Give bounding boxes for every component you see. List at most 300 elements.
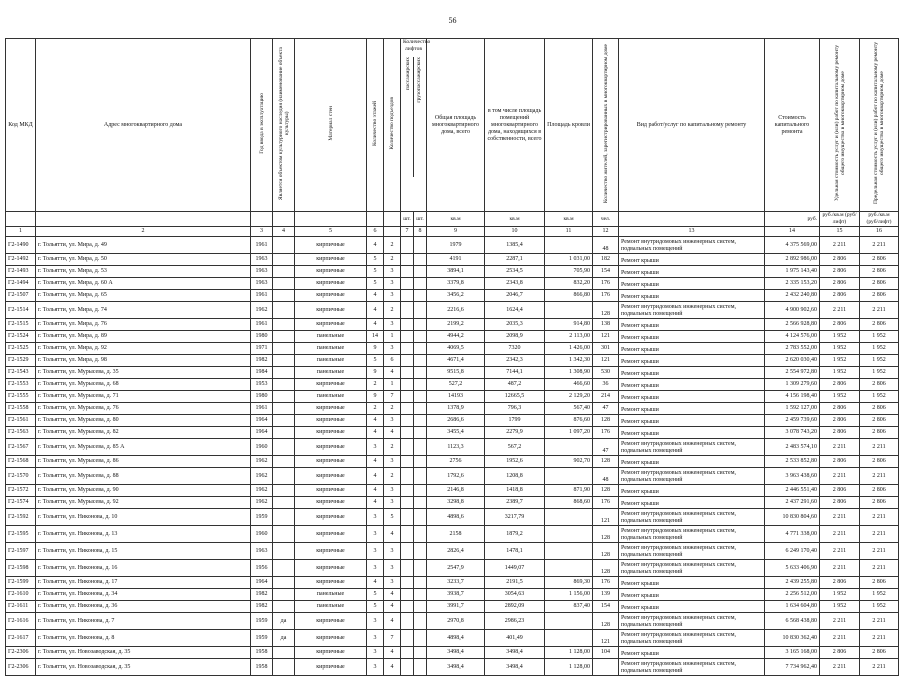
cell-cost: 2 459 739,60 <box>765 415 820 427</box>
cell-lp <box>401 391 414 403</box>
cell-area-own: 1449,07 <box>485 560 545 577</box>
column-index: 15 <box>820 227 860 237</box>
cell-code: Г2-1555 <box>6 391 36 403</box>
cell-lp <box>401 237 414 254</box>
cell-heritage <box>273 659 295 676</box>
cell-code: Г2-1570 <box>6 468 36 485</box>
hdr-area-own: в том числе площадь помещений многоквартирного дома, находящихся в собственности, всего <box>485 39 545 212</box>
cell-area-own: 2279,9 <box>485 427 545 439</box>
cell-lp <box>401 601 414 613</box>
cell-address: г. Тольятти, ул. Новозаводская, д. 35 <box>36 659 251 676</box>
cell-lc <box>414 237 427 254</box>
unit-unit-cost: руб./кв.м (руб/лифт) <box>820 212 860 227</box>
cell-material: кирпичные <box>295 630 367 647</box>
cell-max: 2 211 <box>860 560 899 577</box>
cell-work: Ремонт крыши <box>619 278 765 290</box>
cell-max: 1 952 <box>860 367 899 379</box>
table-row <box>6 290 899 302</box>
cell-lp <box>401 577 414 589</box>
cell-cost: 4 124 576,00 <box>765 331 820 343</box>
cell-lp <box>401 343 414 355</box>
hdr-lifts-label: Количество лифтов <box>403 39 431 52</box>
table-row <box>6 497 899 509</box>
cell-year: 1962 <box>251 302 273 319</box>
cell-lc <box>414 254 427 266</box>
cell-heritage: да <box>273 630 295 647</box>
cell-max: 2 806 <box>860 266 899 278</box>
cell-lc <box>414 331 427 343</box>
cell-lc <box>414 589 427 601</box>
cell-year: 1953 <box>251 379 273 391</box>
cell-residents: 47 <box>593 439 619 456</box>
cell-residents: 176 <box>593 427 619 439</box>
cell-floors: 5 <box>367 266 384 278</box>
cell-lp <box>401 290 414 302</box>
cell-floors: 4 <box>367 302 384 319</box>
cell-work: Ремонт крыши <box>619 403 765 415</box>
cell-unit: 2 211 <box>820 630 860 647</box>
cell-material: кирпичные <box>295 659 367 676</box>
cell-year: 1980 <box>251 331 273 343</box>
cell-max: 2 806 <box>860 415 899 427</box>
hdr-code: Код МКД <box>6 39 36 212</box>
cell-residents: 121 <box>593 331 619 343</box>
cell-area-own: 2342,3 <box>485 355 545 367</box>
cell-area-total: 3498,4 <box>427 659 485 676</box>
cell-heritage <box>273 601 295 613</box>
cell-max: 2 211 <box>860 543 899 560</box>
cell-address: г. Тольятти, ул. Мурысева, д. 85 А <box>36 439 251 456</box>
cell-cost: 1 634 604,80 <box>765 601 820 613</box>
cell-floors: 4 <box>367 468 384 485</box>
cell-address: г. Тольятти, ул. Никонова, д. 17 <box>36 577 251 589</box>
cell-code: Г2-1490 <box>6 237 36 254</box>
cell-material: кирпичные <box>295 456 367 468</box>
cell-heritage <box>273 290 295 302</box>
hdr-roof-area: Площадь кровли <box>545 39 593 212</box>
cell-code: Г2-1572 <box>6 485 36 497</box>
cell-unit: 2 806 <box>820 427 860 439</box>
cell-floors: 4 <box>367 497 384 509</box>
table-row <box>6 379 899 391</box>
cell-cost: 10 830 362,40 <box>765 630 820 647</box>
cell-material: кирпичные <box>295 439 367 456</box>
cell-entrances: 4 <box>384 659 401 676</box>
cell-material: кирпичные <box>295 379 367 391</box>
column-index: 2 <box>36 227 251 237</box>
cell-address: г. Тольятти, ул. Мурысева, д. 86 <box>36 456 251 468</box>
cell-cost: 3 165 168,00 <box>765 647 820 659</box>
cell-year: 1960 <box>251 526 273 543</box>
cell-material: кирпичные <box>295 415 367 427</box>
cell-area-total: 2547,9 <box>427 560 485 577</box>
cell-entrances: 7 <box>384 391 401 403</box>
cell-lp <box>401 659 414 676</box>
cell-entrances: 4 <box>384 367 401 379</box>
cell-cost: 2 783 552,00 <box>765 343 820 355</box>
cell-area-own: 2098,9 <box>485 331 545 343</box>
cell-area-total: 2970,8 <box>427 613 485 630</box>
cell-area-own: 1624,4 <box>485 302 545 319</box>
cell-code: Г2-1611 <box>6 601 36 613</box>
table-row <box>6 391 899 403</box>
cell-residents: 36 <box>593 379 619 391</box>
cell-work: Ремонт крыши <box>619 379 765 391</box>
cell-lc <box>414 659 427 676</box>
cell-area-total: 2216,6 <box>427 302 485 319</box>
cell-work: Ремонт крыши <box>619 427 765 439</box>
cell-address: г. Тольятти, ул. Мурысева, д. 92 <box>36 497 251 509</box>
cell-area-total: 2199,2 <box>427 319 485 331</box>
cell-lp <box>401 509 414 526</box>
cell-heritage <box>273 331 295 343</box>
cell-area-total: 2158 <box>427 526 485 543</box>
cell-residents: 154 <box>593 601 619 613</box>
cell-lc <box>414 456 427 468</box>
cell-entrances: 2 <box>384 403 401 415</box>
cell-entrances: 2 <box>384 237 401 254</box>
cell-lp <box>401 427 414 439</box>
unit-lifts-cargo: шт. <box>414 212 427 227</box>
cell-heritage <box>273 560 295 577</box>
cell-lp <box>401 560 414 577</box>
cell-material: панельные <box>295 391 367 403</box>
cell-cost: 2 620 030,40 <box>765 355 820 367</box>
cell-entrances: 3 <box>384 577 401 589</box>
cell-address: г. Тольятти, ул. Мира, д. 98 <box>36 355 251 367</box>
cell-residents: 139 <box>593 589 619 601</box>
cell-unit: 2 211 <box>820 509 860 526</box>
cell-unit: 1 952 <box>820 367 860 379</box>
cell-lc <box>414 379 427 391</box>
cell-heritage <box>273 427 295 439</box>
cell-heritage <box>273 237 295 254</box>
cell-lp <box>401 526 414 543</box>
hdr-work: Вид работ/услуг по капитальному ремонту <box>619 39 765 212</box>
cell-lc <box>414 319 427 331</box>
cell-code: Г2-1529 <box>6 355 36 367</box>
cell-area-own: 2191,5 <box>485 577 545 589</box>
cell-address: г. Тольятти, ул. Мира, д. 53 <box>36 266 251 278</box>
cell-max: 1 952 <box>860 601 899 613</box>
cell-entrances: 3 <box>384 266 401 278</box>
cell-year: 1982 <box>251 589 273 601</box>
cell-roof: 868,60 <box>545 497 593 509</box>
cell-floors: 5 <box>367 355 384 367</box>
cell-residents: 176 <box>593 577 619 589</box>
cell-max: 2 211 <box>860 613 899 630</box>
cell-heritage <box>273 497 295 509</box>
cell-residents: 128 <box>593 560 619 577</box>
cell-max: 2 211 <box>860 509 899 526</box>
cell-residents: 176 <box>593 278 619 290</box>
cell-roof: 1 156,00 <box>545 589 593 601</box>
cell-max: 2 806 <box>860 290 899 302</box>
cell-code: Г2-1524 <box>6 331 36 343</box>
cell-floors: 3 <box>367 630 384 647</box>
cell-area-own: 567,2 <box>485 439 545 456</box>
cell-heritage <box>273 319 295 331</box>
table-row <box>6 302 899 319</box>
hdr-lifts-cargo: грузопассажирских <box>416 57 423 103</box>
cell-lp <box>401 278 414 290</box>
cell-code: Г2-1561 <box>6 415 36 427</box>
cell-material: кирпичные <box>295 509 367 526</box>
cell-residents: 104 <box>593 647 619 659</box>
cell-unit: 2 806 <box>820 319 860 331</box>
cell-lp <box>401 456 414 468</box>
cell-address: г. Тольятти, ул. Мурысева, д. 76 <box>36 403 251 415</box>
cell-lc <box>414 509 427 526</box>
cell-lc <box>414 577 427 589</box>
cell-address: г. Тольятти, ул. Никонова, д. 13 <box>36 526 251 543</box>
table-row <box>6 509 899 526</box>
cell-code: Г2-1597 <box>6 543 36 560</box>
cell-unit: 2 806 <box>820 497 860 509</box>
table-row <box>6 319 899 331</box>
column-index: 8 <box>414 227 427 237</box>
table-row <box>6 367 899 379</box>
cell-material: кирпичные <box>295 403 367 415</box>
cell-roof: 902,70 <box>545 456 593 468</box>
cell-code: Г2-1574 <box>6 497 36 509</box>
cell-floors: 3 <box>367 647 384 659</box>
cell-address: г. Тольятти, ул. Никонова, д. 16 <box>36 560 251 577</box>
cell-address: г. Тольятти, ул. Мира, д. 50 <box>36 254 251 266</box>
cell-area-own: 1418,8 <box>485 485 545 497</box>
cell-cost: 1 309 279,60 <box>765 379 820 391</box>
cell-area-own: 7144,1 <box>485 367 545 379</box>
hdr-cost: Стоимость капитального ремонта <box>765 39 820 212</box>
cell-address: г. Тольятти, ул. Мира, д. 49 <box>36 237 251 254</box>
cell-floors: 5 <box>367 601 384 613</box>
column-index: 7 <box>401 227 414 237</box>
cell-year: 1963 <box>251 266 273 278</box>
cell-entrances: 3 <box>384 485 401 497</box>
table-row <box>6 468 899 485</box>
cell-area-total: 14193 <box>427 391 485 403</box>
unit-cost: руб. <box>765 212 820 227</box>
cell-entrances: 4 <box>384 526 401 543</box>
unit-area-total: кв.м <box>427 212 485 227</box>
cell-area-own: 796,3 <box>485 403 545 415</box>
cell-address: г. Тольятти, ул. Никонова, д. 15 <box>36 543 251 560</box>
cell-floors: 5 <box>367 278 384 290</box>
cell-year: 1959 <box>251 509 273 526</box>
cell-residents: 182 <box>593 254 619 266</box>
cell-residents: 128 <box>593 526 619 543</box>
cell-residents: 214 <box>593 391 619 403</box>
cell-heritage: да <box>273 613 295 630</box>
cell-year: 1961 <box>251 290 273 302</box>
table-row <box>6 601 899 613</box>
cell-floors: 2 <box>367 379 384 391</box>
cell-residents: 121 <box>593 509 619 526</box>
cell-cost: 2 483 574,10 <box>765 439 820 456</box>
cell-max: 1 952 <box>860 343 899 355</box>
cell-cost: 2 432 240,80 <box>765 290 820 302</box>
cell-code: Г2-1514 <box>6 302 36 319</box>
cell-year: 1963 <box>251 278 273 290</box>
cell-max: 2 211 <box>860 302 899 319</box>
cell-area-own: 3217,79 <box>485 509 545 526</box>
cell-area-own: 2986,23 <box>485 613 545 630</box>
cell-roof: 1 342,30 <box>545 355 593 367</box>
cell-entrances: 4 <box>384 589 401 601</box>
cell-area-total: 3991,7 <box>427 601 485 613</box>
cell-roof <box>545 468 593 485</box>
cell-floors: 4 <box>367 485 384 497</box>
cell-work: Ремонт внутридомовых инженерных систем, подвальных помещений <box>619 237 765 254</box>
cell-lp <box>401 302 414 319</box>
cell-work: Ремонт крыши <box>619 290 765 302</box>
cell-lp <box>401 497 414 509</box>
cell-work: Ремонт крыши <box>619 367 765 379</box>
hdr-area-total: Общая площадь многоквартирного дома, всего <box>427 39 485 212</box>
cell-year: 1971 <box>251 343 273 355</box>
cell-lc <box>414 343 427 355</box>
cell-lc <box>414 427 427 439</box>
cell-code: Г2-1617 <box>6 630 36 647</box>
table-row <box>6 526 899 543</box>
cell-heritage <box>273 526 295 543</box>
cell-year: 1961 <box>251 403 273 415</box>
cell-residents: 128 <box>593 415 619 427</box>
cell-max: 2 806 <box>860 497 899 509</box>
cell-lc <box>414 601 427 613</box>
cell-code: Г2-1515 <box>6 319 36 331</box>
cell-address: г. Тольятти, ул. Никонова, д. 34 <box>36 589 251 601</box>
table-row <box>6 577 899 589</box>
cell-heritage <box>273 254 295 266</box>
cell-roof <box>545 630 593 647</box>
cell-residents: 138 <box>593 319 619 331</box>
unit-area-own: кв.м <box>485 212 545 227</box>
cell-cost: 4 156 198,40 <box>765 391 820 403</box>
cell-work: Ремонт внутридомовых инженерных систем, подвальных помещений <box>619 302 765 319</box>
cell-lc <box>414 468 427 485</box>
cell-floors: 9 <box>367 343 384 355</box>
cell-max: 2 806 <box>860 485 899 497</box>
cell-code: Г2-1598 <box>6 560 36 577</box>
cell-material: кирпичные <box>295 613 367 630</box>
cell-year: 1961 <box>251 319 273 331</box>
cell-lc <box>414 278 427 290</box>
cell-area-total: 2826,4 <box>427 543 485 560</box>
cell-area-total: 3298,8 <box>427 497 485 509</box>
cell-max: 2 211 <box>860 468 899 485</box>
cell-lp <box>401 613 414 630</box>
column-index: 3 <box>251 227 273 237</box>
column-index: 11 <box>545 227 593 237</box>
cell-floors: 4 <box>367 415 384 427</box>
cell-year: 1963 <box>251 254 273 266</box>
cell-material: панельные <box>295 355 367 367</box>
cell-area-own: 2035,3 <box>485 319 545 331</box>
cell-area-total: 4898,4 <box>427 630 485 647</box>
cell-address: г. Тольятти, ул. Мурысева, д. 90 <box>36 485 251 497</box>
cell-code: Г2-1567 <box>6 439 36 456</box>
cell-roof <box>545 439 593 456</box>
cell-unit: 2 211 <box>820 560 860 577</box>
cell-address: г. Тольятти, ул. Никонова, д. 7 <box>36 613 251 630</box>
cell-material: кирпичные <box>295 543 367 560</box>
cell-cost: 6 249 170,40 <box>765 543 820 560</box>
cell-roof <box>545 509 593 526</box>
cell-lc <box>414 367 427 379</box>
cell-floors: 4 <box>367 577 384 589</box>
cell-heritage <box>273 379 295 391</box>
cell-area-total: 4898,6 <box>427 509 485 526</box>
hdr-entrances: Количество подъездов <box>389 97 395 150</box>
cell-lp <box>401 266 414 278</box>
cell-entrances: 3 <box>384 319 401 331</box>
cell-floors: 5 <box>367 589 384 601</box>
cell-entrances: 3 <box>384 415 401 427</box>
cell-material: кирпичные <box>295 427 367 439</box>
cell-work: Ремонт внутридомовых инженерных систем, подвальных помещений <box>619 468 765 485</box>
cell-unit: 1 952 <box>820 589 860 601</box>
hdr-heritage: Является объектом культурного наследия (наименование объекта культуры) <box>277 47 290 201</box>
cell-material: кирпичные <box>295 560 367 577</box>
cell-area-own: 3498,4 <box>485 659 545 676</box>
cell-code: Г2-2306 <box>6 647 36 659</box>
cell-cost: 2 256 512,00 <box>765 589 820 601</box>
cell-max: 2 211 <box>860 659 899 676</box>
cell-floors: 3 <box>367 560 384 577</box>
hdr-floors: Количество этажей <box>372 100 378 147</box>
cell-unit: 2 806 <box>820 379 860 391</box>
cell-heritage <box>273 266 295 278</box>
cell-roof: 837,40 <box>545 601 593 613</box>
cell-floors: 4 <box>367 427 384 439</box>
cell-unit: 2 211 <box>820 526 860 543</box>
cell-year: 1961 <box>251 237 273 254</box>
cell-code: Г2-2306 <box>6 659 36 676</box>
cell-entrances: 4 <box>384 601 401 613</box>
cell-cost: 6 568 438,80 <box>765 613 820 630</box>
cell-material: кирпичные <box>295 319 367 331</box>
page-number: 56 <box>448 16 457 25</box>
hdr-lifts-group <box>401 39 431 212</box>
cell-address: г. Тольятти, ул. Никонова, д. 10 <box>36 509 251 526</box>
cell-max: 1 952 <box>860 355 899 367</box>
cell-lp <box>401 379 414 391</box>
column-index: 12 <box>593 227 619 237</box>
cell-entrances: 1 <box>384 379 401 391</box>
cell-address: г. Тольятти, ул. Мурысева, д. 80 <box>36 415 251 427</box>
cell-area-own: 3498,4 <box>485 647 545 659</box>
cell-max: 2 806 <box>860 647 899 659</box>
cell-work: Ремонт внутридомовых инженерных систем, подвальных помещений <box>619 509 765 526</box>
cell-area-own: 1478,1 <box>485 543 545 560</box>
table-row <box>6 427 899 439</box>
column-index: 16 <box>860 227 899 237</box>
cell-lp <box>401 468 414 485</box>
cell-roof: 466,60 <box>545 379 593 391</box>
cell-entrances: 2 <box>384 254 401 266</box>
cell-address: г. Тольятти, ул. Никонова, д. 8 <box>36 630 251 647</box>
table-row <box>6 647 899 659</box>
cell-year: 1962 <box>251 497 273 509</box>
cell-unit: 1 952 <box>820 331 860 343</box>
column-index: 1 <box>6 227 36 237</box>
cell-year: 1962 <box>251 485 273 497</box>
cell-work: Ремонт крыши <box>619 485 765 497</box>
cell-max: 2 806 <box>860 278 899 290</box>
hdr-lifts-sub <box>403 57 424 177</box>
cell-floors: 4 <box>367 319 384 331</box>
